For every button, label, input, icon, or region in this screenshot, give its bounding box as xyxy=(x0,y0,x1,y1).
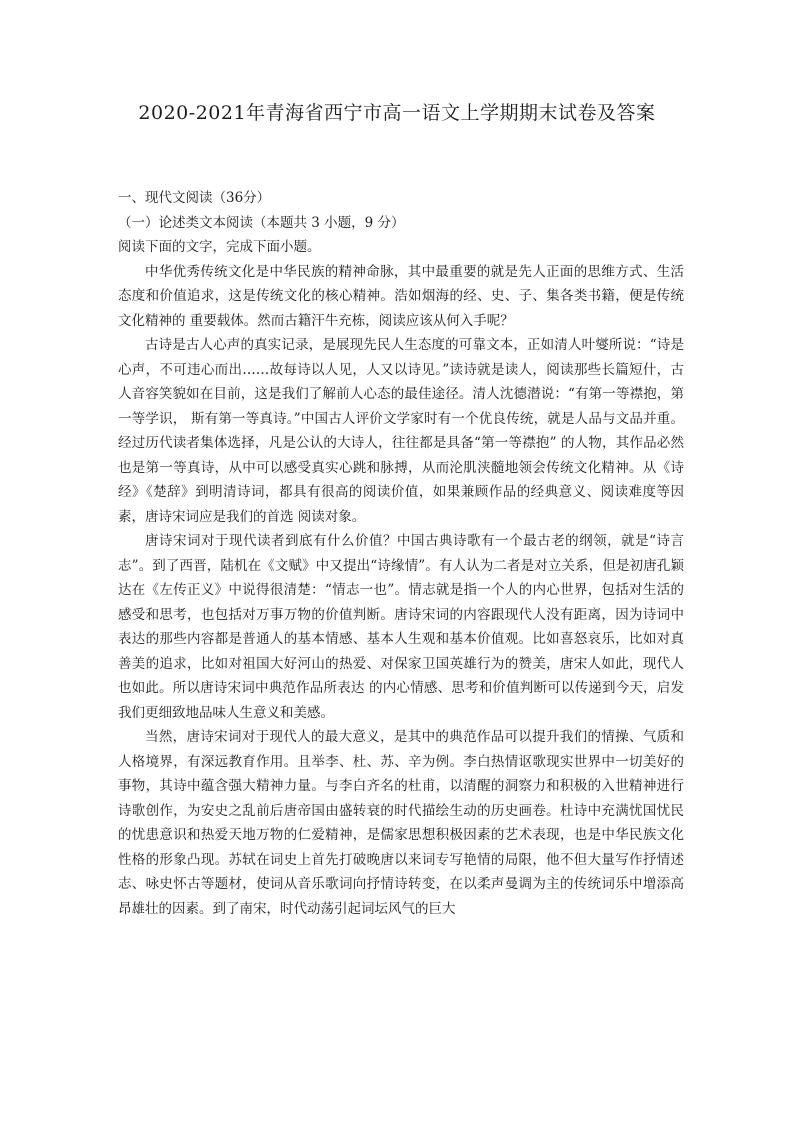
paragraph-3: 唐诗宋词对于现代读者到底有什么价值？中国古典诗歌有一个最古老的纲领，就是“诗言志”。到了西晋，陆机在《文赋》中又提出“诗缘情”。有人认为二者是对立关系，但是初唐孔颖达在《左传正义》中说得很清楚：“情志一也”。情志就是指一个人的内心世界，包括对生活的感受和思考，也包括对万事万物的价值判断。唐诗宋词的内容跟现代人没有距离，因为诗词中表达的那些内容都是普通人的基本情感、基本人生观和基本价值观。比如喜怒哀乐，比如对真善美的追求，比如对祖国大好河山的热爱、对保家卫国英雄行为的赞美，唐宋人如此，现代人也如此。所以唐诗宋词中典范作品所表达 的内心情感、思考和价值判断可以传递到今天，启发我们更细致地品味人生意义和美感。 xyxy=(118,533,684,721)
paragraph-2: 古诗是古人心声的真实记录，是展现先民人生态度的可靠文本，正如清人叶燮所说：“诗是心声，不可违心而出……故每诗以人见，人又以诗见。”读诗就是读人，阅读那些长篇短什，古人音容笑貌如在目前，这是我们了解前人心态的最佳途径。清人沈德潜说：“有第一等襟抱，第一等学识， 斯有第一等真诗。”中国古人评价文学家时有一个优良传统，就是人品与文品并重。经过历代读者集体选择，凡是公认的大诗人，往往都是具备“第一等襟抱” 的人物，其作品必然也是第一等真诗，从中可以感受真实心跳和脉搏，从而沦肌浃髓地领会传统文化精神。从《诗经》《楚辞》到明清诗词，都具有很高的阅读价值，如果兼顾作品的经典意义、阅读难度等因素，唐诗宋词应是我们的首选 阅读对象。 xyxy=(118,337,684,525)
document-body xyxy=(118,186,684,921)
paragraph-4: 当然，唐诗宋词对于现代人的最大意义，是其中的典范作品可以提升我们的情操、气质和人格境界，有深远教育作用。且举李、杜、苏、辛为例。李白热情讴歌现实世界中一切美好的事物，其诗中蕴含强大精神力量。与李白齐名的杜甫，以清醒的洞察力和积极的入世精神进行诗歌创作，为安史之乱前后唐帝国由盛转衰的时代描绘生动的历史画卷。杜诗中充满忧国忧民的忧患意识和热爱天地万物的仁爱精神，是儒家思想积极因素的艺术表现，也是中华民族文化性格的形象凸现。苏轼在词史上首先打破晚唐以来词专写艳情的局限，他不但大量写作抒情述志、咏史怀古等题材，使词从音乐歌词向抒情诗转变，在以柔声曼调为主的传统词乐中增添高昂雄壮的因素。到了南宋，时代动荡引起词坛风气的巨大 xyxy=(118,729,684,917)
section-heading: 一、现代文阅读（36分） xyxy=(118,190,271,206)
paragraph-1: 中华优秀传统文化是中华民族的精神命脉，其中最重要的就是先人正面的思维方式、生活态度和价值追求，这是传统文化的核心精神。浩如烟海的经、史、子、集各类书籍，便是传统文化精神的 重要载体。然而古籍汗牛充栋，阅读应该从何入手呢？ xyxy=(118,263,684,329)
subsection-heading: （一）论述类文本阅读（本题共 3 小题，9 分） xyxy=(118,214,405,231)
document-title: 2020-2021年青海省西宁市高一语文上学期期末试卷及答案 xyxy=(138,102,656,124)
instruction-text: 阅读下面的文字，完成下面小题。 xyxy=(118,239,321,255)
